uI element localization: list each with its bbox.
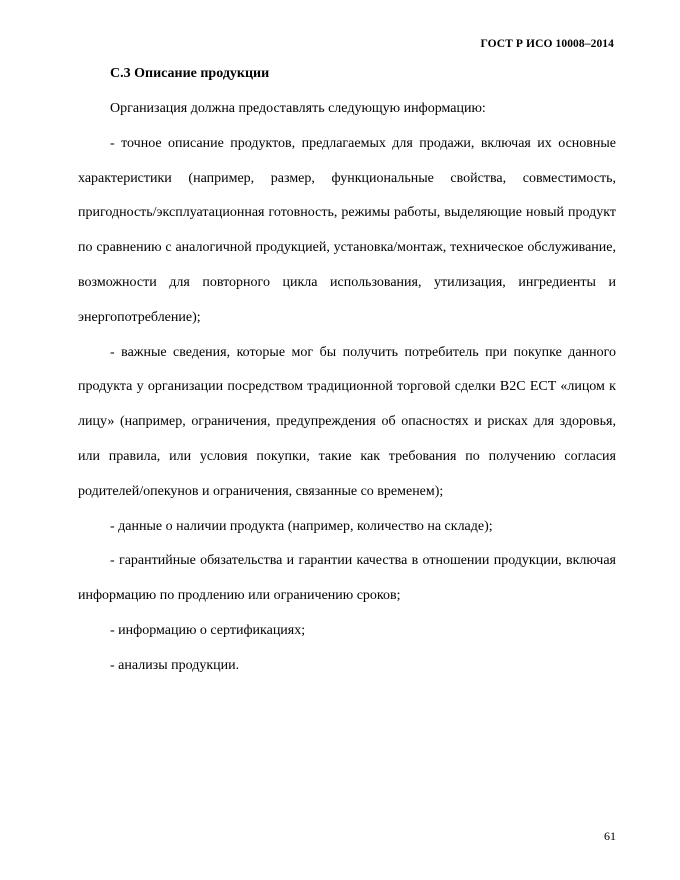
page-number: 61 <box>604 829 616 843</box>
section-title: С.3 Описание продукции <box>110 66 270 81</box>
list-item-important-information: - важные сведения, которые мог бы получить потребитель при покупке данного продукта у организации посредством традиционной торговой сделки B2C ECT «лицом к лицу» (например, ограничения, предупреждения об опасностях и рисках для здоровья, или правила, или условия покупки, такие как требования по получению согласия родителей/опекунов и ограничения, связанные со временем); <box>78 344 616 499</box>
intro-paragraph: Организация должна предоставлять следующую информацию: <box>110 101 486 116</box>
section-body <box>78 92 616 684</box>
list-item-certification: - информацию о сертификациях; <box>110 622 306 638</box>
list-item-product-description: - точное описание продуктов, предлагаемых для продажи, включая их основные характеристики (например, размер, функциональные свойства, совместимость, пригодность/эксплуатационная готовность, режимы работы, выделяющие новый продукт по сравнению с аналогичной продукцией, установка/монтаж, техническое обслуживание, возможности для повторного цикла использования, утилизация, ингредиенты и энергопотребление); <box>78 135 616 325</box>
running-header: ГОСТ Р ИСО 10008–2014 <box>480 38 614 50</box>
list-item-product-analysis: - анализы продукции. <box>110 657 240 673</box>
list-item-availability: - данные о наличии продукта (например, количество на складе); <box>110 518 493 534</box>
list-item-warranty: - гарантийные обязательства и гарантии качества в отношении продукции, включая информацию по продлению или ограничению сроков; <box>78 553 616 604</box>
